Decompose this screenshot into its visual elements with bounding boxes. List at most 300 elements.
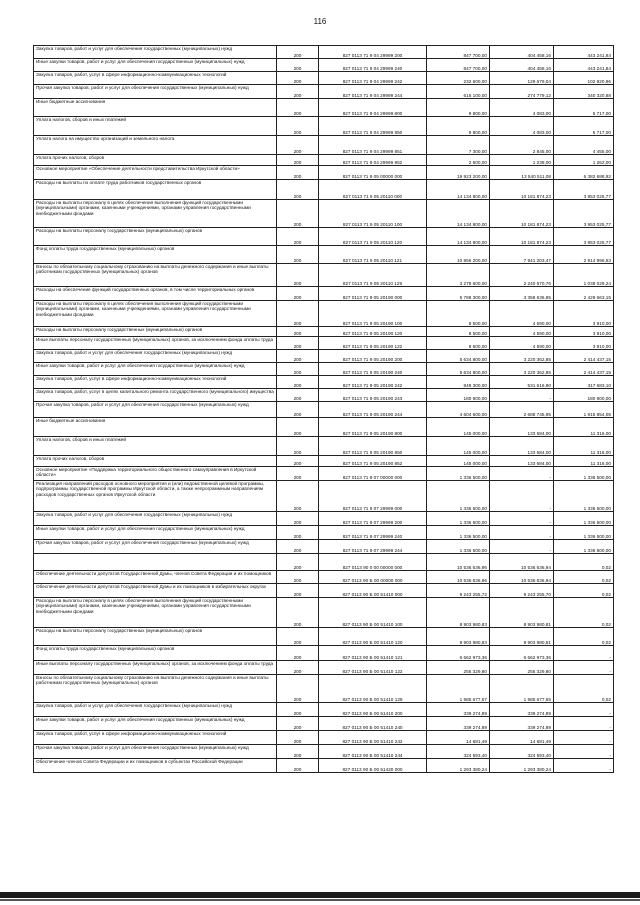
table-row xyxy=(34,402,614,418)
row-unexecuted-amount: - xyxy=(554,745,614,759)
row-executed-amount: 4 083,00 xyxy=(490,117,554,136)
row-line-code: 200 xyxy=(277,228,319,246)
table-row xyxy=(34,661,614,675)
row-budget-classification-code: 827 0113 90 Б 00 51410 122 xyxy=(319,661,427,675)
row-executed-amount: 404 458,16 xyxy=(490,59,554,72)
row-unexecuted-amount: 2 414 437,15 xyxy=(554,350,614,363)
row-executed-amount: 531 616,90 xyxy=(490,376,554,389)
row-approved-amount: 8 903 980,83 xyxy=(427,598,490,628)
row-approved-amount: 232 600,00 xyxy=(427,72,490,85)
row-budget-classification-code: 827 0113 71 9 05 20110 000 xyxy=(319,180,427,200)
row-line-code: 200 xyxy=(277,418,319,437)
table-row xyxy=(34,99,614,117)
row-approved-amount: 10 856 200,00 xyxy=(427,246,490,264)
row-unexecuted-amount: 11 316,00 xyxy=(554,456,614,467)
row-line-code: 200 xyxy=(277,72,319,85)
row-unexecuted-amount: 1 038 029,24 xyxy=(554,264,614,287)
row-line-code: 200 xyxy=(277,456,319,467)
row-budget-classification-code: 827 0113 71 9 05 20190 200 xyxy=(319,350,427,363)
row-budget-classification-code: 827 0113 90 Б 00 00000 000 xyxy=(319,571,427,584)
row-line-code: 200 xyxy=(277,661,319,675)
row-unexecuted-amount: - xyxy=(554,703,614,717)
row-budget-classification-code: 827 0113 71 9 05 20190 240 xyxy=(319,363,427,376)
row-line-code: 200 xyxy=(277,155,319,166)
table-row xyxy=(34,745,614,759)
row-description: Уплата прочих налогов, сборов xyxy=(34,155,277,166)
row-description: Закупка товаров, работ, услуг в сфере информационно-коммуникационных технологий xyxy=(34,72,277,85)
row-approved-amount: 1 985 677,67 xyxy=(427,675,490,703)
row-description: Уплата налогов, сборов и иных платежей xyxy=(34,437,277,456)
row-budget-classification-code: 827 0113 90 Б 00 51410 100 xyxy=(319,598,427,628)
row-line-code: 200 xyxy=(277,646,319,661)
row-approved-amount: 1 336 500,00 xyxy=(427,526,490,540)
row-budget-classification-code: 827 0113 71 9 05 20190 244 xyxy=(319,402,427,418)
table-row xyxy=(34,646,614,661)
row-unexecuted-amount: 6 382 688,92 xyxy=(554,166,614,180)
row-description: Реализация направлений расходов основного мероприятия и (или) ведомственной целевой программы, подпрограммы государственной программы Иркутской области, а также непрограммным направлениям расходов государственных органов Иркутской области xyxy=(34,481,277,512)
row-executed-amount: 3 358 636,85 xyxy=(490,287,554,301)
table-row xyxy=(34,301,614,327)
row-budget-classification-code: 827 0113 71 9 05 20190 800 xyxy=(319,418,427,437)
row-executed-amount: 1 293 380,24 xyxy=(490,759,554,773)
row-budget-classification-code: 827 0113 71 9 05 20190 120 xyxy=(319,327,427,337)
table-row xyxy=(34,526,614,540)
row-description: Закупка товаров, работ, услуг в сфере информационно-коммуникационных технологий xyxy=(34,376,277,389)
row-executed-amount: 10 536 636,94 xyxy=(490,554,554,571)
row-executed-amount: 339 274,89 xyxy=(490,717,554,731)
table-row xyxy=(34,46,614,59)
row-executed-amount: - xyxy=(490,512,554,526)
row-budget-classification-code: 827 0113 71 9 04 29999 850 xyxy=(319,117,427,136)
row-approved-amount: 324 593,40 xyxy=(427,745,490,759)
row-executed-amount: - xyxy=(490,540,554,554)
row-line-code: 200 xyxy=(277,46,319,59)
row-description: Расходы на обеспечение функций государственных органов, в том числе территориальных органов xyxy=(34,287,277,301)
row-line-code: 200 xyxy=(277,246,319,264)
row-description: Прочая закупка товаров, работ и услуг для обеспечения государственных (муниципальных) нужд xyxy=(34,402,277,418)
row-description: Расходы на выплаты персоналу в целях обеспечения выполнения функций государственными (муниципальными) органами, казенными учреждениями, органами управления государственными внебюджетными фондами xyxy=(34,598,277,628)
row-executed-amount: 8 903 980,81 xyxy=(490,598,554,628)
table-row xyxy=(34,200,614,228)
row-unexecuted-amount: - xyxy=(554,759,614,773)
row-executed-amount: 10 181 874,23 xyxy=(490,200,554,228)
row-budget-classification-code: 827 0113 71 9 05 20190 850 xyxy=(319,437,427,456)
row-line-code: 200 xyxy=(277,526,319,540)
row-unexecuted-amount: 2 414 437,15 xyxy=(554,363,614,376)
row-line-code: 200 xyxy=(277,136,319,155)
table-row xyxy=(34,731,614,745)
table-row xyxy=(34,228,614,246)
row-description: Закупка товаров, работ и услуг для обеспечения государственных (муниципальных) нужд xyxy=(34,46,277,59)
table-row xyxy=(34,571,614,584)
row-executed-amount: 6 662 973,36 xyxy=(490,646,554,661)
row-budget-classification-code: 827 0113 90 Б 00 51410 242 xyxy=(319,731,427,745)
row-budget-classification-code: 827 0113 71 9 04 29999 244 xyxy=(319,85,427,99)
row-line-code: 200 xyxy=(277,512,319,526)
row-description: Обеспечение членов Совета Федерации и их помощников в субъектах Российской Федерации xyxy=(34,759,277,773)
row-executed-amount: 7 941 203,47 xyxy=(490,246,554,264)
row-budget-classification-code: 827 0113 90 Б 00 51410 000 xyxy=(319,584,427,598)
row-description: Иные выплаты персоналу государственных (муниципальных) органов, за исключением фонда оплаты труда xyxy=(34,337,277,350)
table-row xyxy=(34,376,614,389)
table-body xyxy=(34,46,614,773)
row-line-code: 200 xyxy=(277,350,319,363)
row-unexecuted-amount: 3 910,00 xyxy=(554,301,614,327)
row-executed-amount: 255 329,80 xyxy=(490,661,554,675)
table-row xyxy=(34,136,614,155)
row-approved-amount: 5 788 300,00 xyxy=(427,287,490,301)
row-budget-classification-code: 827 0113 71 9 07 29999 000 xyxy=(319,481,427,512)
row-unexecuted-amount: 3 910,00 xyxy=(554,337,614,350)
row-budget-classification-code: 827 0113 71 9 07 29999 240 xyxy=(319,526,427,540)
table-row xyxy=(34,717,614,731)
row-executed-amount: - xyxy=(490,389,554,402)
row-line-code: 200 xyxy=(277,327,319,337)
row-description: Прочая закупка товаров, работ и услуг для обеспечения государственных (муниципальных) нужд xyxy=(34,540,277,554)
row-unexecuted-amount: - xyxy=(554,661,614,675)
row-budget-classification-code: 827 0113 71 9 07 00000 000 xyxy=(319,467,427,481)
table-row xyxy=(34,287,614,301)
row-line-code: 200 xyxy=(277,481,319,512)
row-line-code: 200 xyxy=(277,437,319,456)
table-row xyxy=(34,467,614,481)
scan-edge-bar xyxy=(0,892,640,898)
table-row xyxy=(34,327,614,337)
row-description: Закупка товаров, работ и услуг для обеспечения государственных (муниципальных) нужд xyxy=(34,350,277,363)
row-line-code: 200 xyxy=(277,337,319,350)
row-executed-amount: 133 684,00 xyxy=(490,437,554,456)
table-row xyxy=(34,363,614,376)
table-row xyxy=(34,598,614,628)
row-description: Иные бюджетные ассигнования xyxy=(34,99,277,117)
row-unexecuted-amount: 2 429 663,15 xyxy=(554,287,614,301)
row-budget-classification-code: 827 0113 71 9 05 20190 100 xyxy=(319,301,427,327)
row-line-code: 200 xyxy=(277,200,319,228)
row-executed-amount: 9 243 255,70 xyxy=(490,584,554,598)
row-line-code: 200 xyxy=(277,628,319,646)
row-unexecuted-amount: 5 717,00 xyxy=(554,117,614,136)
row-executed-amount: 10 536 636,94 xyxy=(490,571,554,584)
row-approved-amount: 847 700,00 xyxy=(427,46,490,59)
row-line-code: 200 xyxy=(277,467,319,481)
row-unexecuted-amount: 0,02 xyxy=(554,584,614,598)
row-executed-amount: 4 590,00 xyxy=(490,337,554,350)
row-line-code: 200 xyxy=(277,554,319,571)
row-approved-amount: 6 662 973,36 xyxy=(427,646,490,661)
table-row xyxy=(34,456,614,467)
table-row xyxy=(34,759,614,773)
row-description: Расходы на выплаты персоналу государственных (муниципальных) органов xyxy=(34,228,277,246)
table-row xyxy=(34,703,614,717)
row-line-code: 200 xyxy=(277,376,319,389)
row-description: Расходы на выплаты персоналу государственных (муниципальных) органов xyxy=(34,628,277,646)
row-approved-amount: 255 329,80 xyxy=(427,661,490,675)
row-line-code: 200 xyxy=(277,759,319,773)
row-description: Прочая закупка товаров, работ и услуг для обеспечения государственных (муниципальных) нужд xyxy=(34,85,277,99)
row-unexecuted-amount: 443 241,84 xyxy=(554,59,614,72)
row-unexecuted-amount: 317 683,10 xyxy=(554,376,614,389)
row-approved-amount: 14 134 800,00 xyxy=(427,228,490,246)
row-approved-amount: 339 274,89 xyxy=(427,703,490,717)
row-approved-amount: 3 278 600,00 xyxy=(427,264,490,287)
row-line-code: 200 xyxy=(277,301,319,327)
row-approved-amount: 8 500,00 xyxy=(427,327,490,337)
table-row xyxy=(34,540,614,554)
row-unexecuted-amount: 1 262,00 xyxy=(554,155,614,166)
row-budget-classification-code: 827 0113 71 9 07 29999 200 xyxy=(319,512,427,526)
row-line-code: 200 xyxy=(277,117,319,136)
row-budget-classification-code: 827 0113 90 Б 00 51410 200 xyxy=(319,703,427,717)
row-approved-amount: 615 100,00 xyxy=(427,85,490,99)
row-line-code: 200 xyxy=(277,703,319,717)
row-unexecuted-amount: 443 241,84 xyxy=(554,46,614,59)
row-unexecuted-amount: 11 316,00 xyxy=(554,437,614,456)
table-row xyxy=(34,155,614,166)
row-budget-classification-code: 827 0113 71 9 05 20190 242 xyxy=(319,376,427,389)
row-approved-amount: 145 000,00 xyxy=(427,418,490,437)
row-unexecuted-amount: 1 336 500,00 xyxy=(554,526,614,540)
row-budget-classification-code: 827 0113 71 9 04 29999 851 xyxy=(319,136,427,155)
row-unexecuted-amount: 0,02 xyxy=(554,628,614,646)
row-unexecuted-amount: - xyxy=(554,731,614,745)
row-approved-amount: 1 293 380,24 xyxy=(427,759,490,773)
row-approved-amount: 145 000,00 xyxy=(427,456,490,467)
row-approved-amount: 180 900,00 xyxy=(427,389,490,402)
row-approved-amount: 849 300,00 xyxy=(427,376,490,389)
row-budget-classification-code: 827 0113 71 9 05 20190 000 xyxy=(319,287,427,301)
row-line-code: 200 xyxy=(277,571,319,584)
row-unexecuted-amount: - xyxy=(554,646,614,661)
row-line-code: 200 xyxy=(277,717,319,731)
row-description: Фонд оплаты труда государственных (муниципальных) органов xyxy=(34,246,277,264)
row-approved-amount: 339 274,89 xyxy=(427,717,490,731)
row-approved-amount: 8 903 980,83 xyxy=(427,628,490,646)
table-row xyxy=(34,512,614,526)
row-budget-classification-code: 827 0113 71 9 05 20190 243 xyxy=(319,389,427,402)
row-executed-amount: - xyxy=(490,526,554,540)
row-budget-classification-code: 827 0113 71 9 05 20190 852 xyxy=(319,456,427,467)
table-row xyxy=(34,337,614,350)
row-unexecuted-amount: 0,02 xyxy=(554,675,614,703)
row-approved-amount: 145 000,00 xyxy=(427,437,490,456)
row-line-code: 200 xyxy=(277,731,319,745)
row-budget-classification-code: 827 0113 71 9 05 20110 129 xyxy=(319,264,427,287)
row-executed-amount: 324 593,40 xyxy=(490,745,554,759)
scan-edge-line xyxy=(0,899,640,901)
row-executed-amount: 133 684,00 xyxy=(490,456,554,467)
row-unexecuted-amount: 1 336 500,00 xyxy=(554,540,614,554)
row-description: Закупка товаров, работ и услуг для обеспечения государственных (муниципальных) нужд xyxy=(34,512,277,526)
row-budget-classification-code: 827 0113 71 9 04 29999 800 xyxy=(319,99,427,117)
row-unexecuted-amount: 340 320,88 xyxy=(554,85,614,99)
table-row xyxy=(34,389,614,402)
table-row xyxy=(34,675,614,703)
row-description: Расходы на выплаты персоналу в целях обеспечения выполнения функций государственными (муниципальными) органами, казенными учреждениями, органами управления государственными внебюджетными фондами xyxy=(34,301,277,327)
row-unexecuted-amount: 180 900,00 xyxy=(554,389,614,402)
row-approved-amount: 5 634 800,00 xyxy=(427,363,490,376)
row-description: Закупка товаров, работ, услуг в сфере информационно-коммуникационных технологий xyxy=(34,731,277,745)
row-approved-amount: 4 604 600,00 xyxy=(427,402,490,418)
row-executed-amount: 4 590,00 xyxy=(490,301,554,327)
row-budget-classification-code: 827 0113 90 Б 00 51420 000 xyxy=(319,759,427,773)
row-line-code: 200 xyxy=(277,287,319,301)
table-row xyxy=(34,418,614,437)
row-approved-amount: 14 134 800,00 xyxy=(427,200,490,228)
row-budget-classification-code: 827 0113 71 9 04 29999 200 xyxy=(319,46,427,59)
row-description xyxy=(34,554,277,571)
row-executed-amount: 2 845,00 xyxy=(490,136,554,155)
row-approved-amount: 2 500,00 xyxy=(427,155,490,166)
row-unexecuted-amount: 1 915 854,05 xyxy=(554,402,614,418)
row-executed-amount: - xyxy=(490,467,554,481)
row-budget-classification-code: 827 0113 71 9 07 29999 244 xyxy=(319,540,427,554)
row-approved-amount: 14 134 800,00 xyxy=(427,180,490,200)
row-line-code: 200 xyxy=(277,598,319,628)
row-budget-classification-code: 827 0113 71 9 04 29999 240 xyxy=(319,59,427,72)
row-executed-amount: 129 679,04 xyxy=(490,72,554,85)
table-row xyxy=(34,481,614,512)
row-budget-classification-code: 827 0113 90 Б 00 51410 121 xyxy=(319,646,427,661)
row-description: Обеспечение деятельности депутатов Государственной Думы и их помощников в избирательных округах xyxy=(34,584,277,598)
row-unexecuted-amount: 1 336 500,00 xyxy=(554,481,614,512)
row-approved-amount: 5 634 800,00 xyxy=(427,350,490,363)
row-unexecuted-amount: 0,02 xyxy=(554,598,614,628)
row-approved-amount: 9 800,00 xyxy=(427,99,490,117)
row-description: Расходы на выплаты по оплате труда работников государственных органов xyxy=(34,180,277,200)
row-line-code: 200 xyxy=(277,540,319,554)
row-description: Основное мероприятие «Обеспечение деятельности представительства Иркутской области» xyxy=(34,166,277,180)
row-approved-amount: 9 800,00 xyxy=(427,117,490,136)
row-line-code: 200 xyxy=(277,363,319,376)
row-description: Закупка товаров, работ и услуг для обеспечения государственных (муниципальных) нужд xyxy=(34,703,277,717)
row-description: Взносы по обязательному социальному страхованию на выплаты денежного содержания и иные выплаты работникам государственных (муниципальных) органов xyxy=(34,675,277,703)
row-unexecuted-amount: 0,02 xyxy=(554,571,614,584)
row-budget-classification-code: 827 0113 71 9 05 20110 100 xyxy=(319,200,427,228)
row-line-code: 200 xyxy=(277,402,319,418)
row-unexecuted-amount: 2 914 996,53 xyxy=(554,246,614,264)
row-budget-classification-code: 827 0113 71 9 05 20110 120 xyxy=(319,228,427,246)
row-description: Иные закупки товаров, работ и услуг для обеспечения государственных (муниципальных) нужд xyxy=(34,526,277,540)
row-unexecuted-amount: 4 455,00 xyxy=(554,136,614,155)
row-executed-amount: 3 220 362,85 xyxy=(490,363,554,376)
row-description: Иные бюджетные ассигнования xyxy=(34,418,277,437)
row-unexecuted-amount: 3 910,00 xyxy=(554,327,614,337)
table-row xyxy=(34,117,614,136)
table-row xyxy=(34,437,614,456)
row-description: Расходы на выплаты персоналу государственных (муниципальных) органов xyxy=(34,327,277,337)
row-description: Расходы на выплаты персоналу в целях обеспечения выполнения функций государственными (муниципальными) органами, казенными учреждениями, органами управления государственными внебюджетными фондами xyxy=(34,200,277,228)
row-approved-amount: 1 336 500,00 xyxy=(427,540,490,554)
row-unexecuted-amount: 102 920,96 xyxy=(554,72,614,85)
row-approved-amount: 8 500,00 xyxy=(427,337,490,350)
row-approved-amount: 9 243 255,72 xyxy=(427,584,490,598)
row-line-code: 200 xyxy=(277,180,319,200)
row-description: Иные закупки товаров, работ и услуг для обеспечения государственных (муниципальных) нужд xyxy=(34,59,277,72)
row-approved-amount: 10 536 636,96 xyxy=(427,571,490,584)
table-row xyxy=(34,85,614,99)
row-executed-amount: 10 181 874,23 xyxy=(490,180,554,200)
row-description: Иные закупки товаров, работ и услуг для обеспечения государственных (муниципальных) нужд xyxy=(34,717,277,731)
row-executed-amount: 13 540 511,08 xyxy=(490,166,554,180)
row-description: Уплата налогов, сборов и иных платежей xyxy=(34,117,277,136)
row-line-code: 200 xyxy=(277,85,319,99)
row-line-code: 200 xyxy=(277,59,319,72)
row-executed-amount: 14 681,49 xyxy=(490,731,554,745)
row-description: Обеспечение деятельности депутатов Государственной Думы, членов Совета Федерации и их помощников xyxy=(34,571,277,584)
table-row xyxy=(34,264,614,287)
row-description: Фонд оплаты труда государственных (муниципальных) органов xyxy=(34,646,277,661)
row-executed-amount: 133 684,00 xyxy=(490,418,554,437)
row-unexecuted-amount: 3 953 025,77 xyxy=(554,200,614,228)
row-unexecuted-amount: 3 953 025,77 xyxy=(554,180,614,200)
row-line-code: 200 xyxy=(277,675,319,703)
table-row xyxy=(34,166,614,180)
table-row xyxy=(34,584,614,598)
row-unexecuted-amount: 11 316,00 xyxy=(554,418,614,437)
row-budget-classification-code: 827 0113 71 9 05 00000 000 xyxy=(319,166,427,180)
row-executed-amount: 339 274,89 xyxy=(490,703,554,717)
row-unexecuted-amount: 0,02 xyxy=(554,554,614,571)
row-line-code: 200 xyxy=(277,264,319,287)
table-row xyxy=(34,246,614,264)
row-line-code: 200 xyxy=(277,99,319,117)
row-budget-classification-code: 827 0113 71 9 05 20110 121 xyxy=(319,246,427,264)
row-description: Уплата прочих налогов, сборов xyxy=(34,456,277,467)
table-row xyxy=(34,628,614,646)
row-description: Уплата налога на имущество организаций и земельного налога xyxy=(34,136,277,155)
row-executed-amount: 2 240 570,76 xyxy=(490,264,554,287)
row-executed-amount: 274 779,12 xyxy=(490,85,554,99)
row-approved-amount: 7 300,00 xyxy=(427,136,490,155)
table-row xyxy=(34,59,614,72)
row-executed-amount: 4 083,00 xyxy=(490,99,554,117)
row-approved-amount: 1 336 500,00 xyxy=(427,512,490,526)
row-line-code: 200 xyxy=(277,584,319,598)
row-approved-amount: 847 700,00 xyxy=(427,59,490,72)
row-executed-amount: 404 458,16 xyxy=(490,46,554,59)
row-executed-amount: 3 220 362,85 xyxy=(490,350,554,363)
page-number: 116 xyxy=(313,17,327,26)
row-unexecuted-amount: - xyxy=(554,717,614,731)
row-unexecuted-amount: 3 953 025,77 xyxy=(554,228,614,246)
row-unexecuted-amount: 1 336 500,00 xyxy=(554,467,614,481)
row-budget-classification-code: 827 0113 71 9 04 29999 852 xyxy=(319,155,427,166)
row-description: Иные выплаты персоналу государственных (муниципальных) органов, за исключением фонда оплаты труда xyxy=(34,661,277,675)
row-line-code: 200 xyxy=(277,389,319,402)
row-unexecuted-amount: 1 336 500,00 xyxy=(554,512,614,526)
row-budget-classification-code: 827 0113 90 0 00 00000 000 xyxy=(319,554,427,571)
row-approved-amount: 10 536 636,96 xyxy=(427,554,490,571)
table-row xyxy=(34,72,614,85)
row-budget-classification-code: 827 0113 90 Б 00 51410 129 xyxy=(319,675,427,703)
row-executed-amount: 8 903 980,81 xyxy=(490,628,554,646)
row-executed-amount: 1 985 677,65 xyxy=(490,675,554,703)
row-budget-classification-code: 827 0113 71 9 04 29999 242 xyxy=(319,72,427,85)
budget-execution-table xyxy=(33,45,614,773)
row-approved-amount: 1 336 500,00 xyxy=(427,467,490,481)
row-budget-classification-code: 827 0113 90 Б 00 51410 120 xyxy=(319,628,427,646)
row-budget-classification-code: 827 0113 90 Б 00 51410 244 xyxy=(319,745,427,759)
row-description: Прочая закупка товаров, работ и услуг для обеспечения государственных (муниципальных) нужд xyxy=(34,745,277,759)
row-approved-amount: 8 500,00 xyxy=(427,301,490,327)
row-approved-amount: 1 336 500,00 xyxy=(427,481,490,512)
row-executed-amount: - xyxy=(490,481,554,512)
table-row xyxy=(34,180,614,200)
row-budget-classification-code: 827 0113 71 9 05 20190 122 xyxy=(319,337,427,350)
row-description: Закупка товаров, работ, услуг в целях капитального ремонта государственного (муниципального) имущества xyxy=(34,389,277,402)
row-line-code: 200 xyxy=(277,166,319,180)
row-approved-amount: 19 923 200,00 xyxy=(427,166,490,180)
